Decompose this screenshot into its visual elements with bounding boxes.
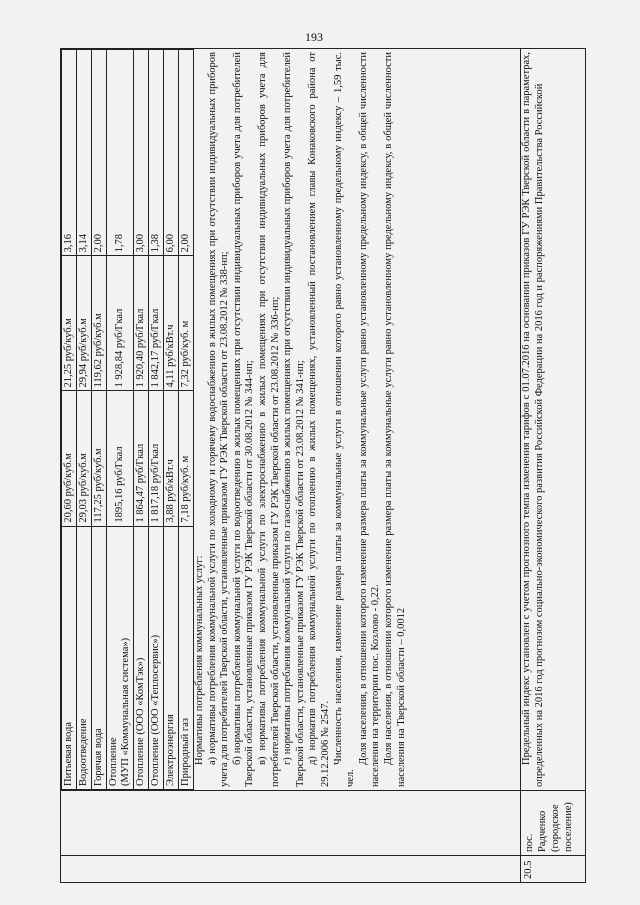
number-cell-empty <box>61 856 521 883</box>
rate-name: Природный газ <box>179 526 194 789</box>
rates-row <box>77 50 92 790</box>
rates-row <box>62 50 77 790</box>
rates-row <box>179 50 194 790</box>
rate-percent: 2,00 <box>179 50 194 256</box>
rate-percent: 3,00 <box>134 50 149 256</box>
content-cell <box>61 49 521 791</box>
rates-row <box>164 50 179 790</box>
rate-value-after: 119,62 руб/куб.м <box>92 256 107 391</box>
norm-d: д) норматив потребления коммунальной услуги по отоплению в жилых помещениях, установленный постановлением главы Конаковского района от 29.12.2006 № 2547. <box>307 52 331 787</box>
rates-table <box>61 49 194 790</box>
page-number: 193 <box>305 30 323 44</box>
rates-row <box>92 50 107 790</box>
norm-v: в) нормативы потребления коммунальной услуги по электроснабжению в жилых помещениях при отсутствии индивидуальных приборов учета для потребителей Тверской области, установленные приказом ГУ РЭК Тверской области от 23.08.2012 № 336-нп; <box>256 52 281 787</box>
rate-percent: 2,00 <box>92 50 107 256</box>
rate-value-after: 1 920,40 руб/Гкал <box>134 256 149 391</box>
rates-row <box>134 50 149 790</box>
share-region-text: Доля населения, в отношении которого изменение размера платы за коммунальные услуги равно установленному предельному индексу, в общей численности населения на Тверской области – 0,0012 <box>382 52 407 787</box>
row-number: 20.5 <box>521 856 586 883</box>
rate-value-before: 1 864,47 руб/Гкал <box>134 391 149 526</box>
rate-name: Электроэнергия <box>164 526 179 789</box>
rate-value-after: 1 842,17 руб/Гкал <box>149 256 164 391</box>
rate-value-before: 1 817,18 руб/Гкал <box>149 391 164 526</box>
rate-name: Отопление (МУП «Коммунальная система») <box>107 526 134 789</box>
rate-value-before: 1895,16 руб/Гкал <box>107 391 134 526</box>
norms-title: Нормативы потребления коммунальных услуг: <box>194 555 205 765</box>
rate-value-after: 7,32 руб/куб. м <box>179 256 194 391</box>
rate-value-after: 21,25 руб/куб.м <box>62 256 77 391</box>
norm-b: б) нормативы потребления коммунальной услуги по водоотведению в жилых помещениях при отсутствии индивидуальных приборов учета для потребителей Тверской области, установленные приказом ГУ РЭК Тверской области от 30.08.2012 № 344-нп; <box>231 52 256 787</box>
rate-value-before: 20,60 руб/куб.м <box>62 391 77 526</box>
rate-value-before: 117,25 руб/куб.м <box>92 391 107 526</box>
row-text: Предельный индекс установлен с учетом прогнозного темпа изменения тарифов с 01.07.2016 на основании приказов ГУ РЭК Тверской области в параметрах, определенных на 2016 год прогнозом социально-экономического развития Российской Федерации на 2016 год и распоряжениями Правительства Российской <box>521 52 545 787</box>
rate-name: Горячая вода <box>92 526 107 789</box>
rate-percent: 3,14 <box>77 50 92 256</box>
outer-table <box>60 48 586 883</box>
place-cell-empty <box>61 791 521 856</box>
rates-row <box>107 50 134 790</box>
rate-name: Водоотведение <box>77 526 92 789</box>
row-text-cell <box>521 49 586 791</box>
rate-value-after: 1 928,84 руб/Гкал <box>107 256 134 391</box>
rotated-page-content <box>60 48 585 883</box>
share-equal-text: Доля населения, в отношении которого изменение размера платы за коммунальные услуги равно установленному предельному индексу, в общей численности населения на территории пос. Козлово - 0,22. <box>357 52 382 787</box>
row-place: пос. Радченко (городское поселение) <box>521 791 586 856</box>
norm-a: а) нормативы потребления коммунальной услуги по холодному и горячему водоснабжению в жилых помещениях при отсутствии индивидуальных приборов учета для потребителей Тверской области, установленные приказом ГУ РЭК Тверской области от 23.08.2012 № 338-нп; <box>206 52 231 787</box>
rate-percent: 1,38 <box>149 50 164 256</box>
rate-value-before: 29,03 руб/куб.м <box>77 391 92 526</box>
rate-name: Отопление (ООО «КомТэк») <box>134 526 149 789</box>
norm-g: г) нормативы потребления коммунальной услуги по газоснабжению в жилых помещениях при отсутствии индивидуальных приборов учета для потребителей Тверской области, установленные приказом ГУ РЭК Тверской области от 23.08.2012 № 341-нп; <box>282 52 306 787</box>
rate-percent: 1,78 <box>107 50 134 256</box>
rate-value-before: 7,18 руб/куб. м <box>179 391 194 526</box>
rate-value-after: 29,94 руб/куб.м <box>77 256 92 391</box>
rate-name: Питьевая вода <box>62 526 77 789</box>
rates-row <box>149 50 164 790</box>
population-text: Численность населения, изменение размера платы за коммунальные услуги в отношении которого равно установленному предельному индексу – 1,59 тыс. чел. <box>332 52 357 787</box>
rate-name: Отопление (ООО «Теплосервис») <box>149 526 164 789</box>
rate-value-before: 3,88 руб/кВт.ч <box>164 391 179 526</box>
rate-value-after: 4,11 руб/кВт.ч <box>164 256 179 391</box>
rate-percent: 6,00 <box>164 50 179 256</box>
rate-percent: 3,16 <box>62 50 77 256</box>
